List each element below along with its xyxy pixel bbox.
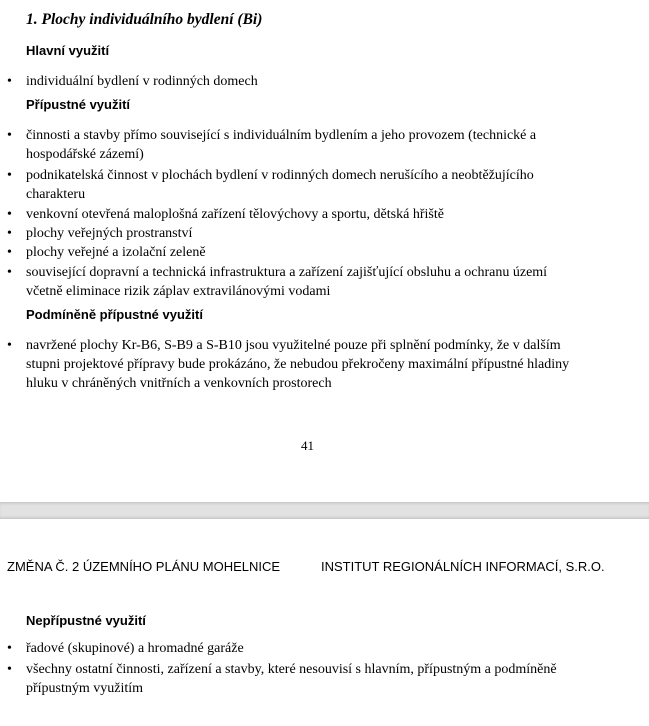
section-title: 1. Plochy individuálního bydlení (Bi) (26, 11, 263, 28)
list-item: • navržené plochy Kr-B6, S-B9 a S-B10 jsou využitelné pouze při splnění podmínky, že v dalším (7, 338, 561, 353)
list-item-continuation: hluku v chráněných vnitřních a venkovních prostorech (26, 376, 332, 391)
bullet-icon: • (7, 74, 12, 89)
main-use-heading: Hlavní využití (26, 43, 110, 58)
list-item: • všechny ostatní činnosti, zařízení a stavby, které nesouvisí s hlavním, přípustným a podmíněně (7, 662, 557, 677)
list-item: • řadové (skupinové) a hromadné garáže (7, 641, 244, 656)
list-item: • činnosti a stavby přímo související s individuálním bydlením a jeho provozem (technické a (7, 128, 537, 143)
document-page-lower (0, 519, 649, 726)
list-item-continuation: charakteru (26, 187, 86, 202)
page-number: 41 (301, 438, 314, 453)
list-item: • individuální bydlení v rodinných domech (7, 74, 258, 89)
list-item-continuation: včetně eliminace rizik záplav extravilánovými vodami (26, 284, 331, 299)
bullet-icon: • (7, 662, 12, 677)
conditional-use-heading: Podmíněně přípustné využití (26, 307, 203, 322)
running-header-left: ZMĚNA Č. 2 ÚZEMNÍHO PLÁNU MOHELNICE (7, 559, 281, 574)
list-item-continuation: přípustným využitím (26, 681, 144, 696)
list-item-continuation: hospodářské zázemí) (26, 147, 144, 162)
list-item: • související dopravní a technická infrastruktura a zařízení zajišťující obsluhu a ochranu území (7, 265, 548, 280)
list-item: • plochy veřejné a izolační zeleně (7, 245, 206, 260)
bullet-icon: • (7, 207, 12, 222)
bullet-icon: • (7, 265, 12, 280)
list-item: • podnikatelská činnost v plochách bydlení v rodinných domech nerušícího a neobtěžujícího (7, 168, 534, 183)
permitted-use-heading: Přípustné využití (26, 97, 131, 112)
list-item: • plochy veřejných prostranství (7, 226, 193, 241)
running-header-right: INSTITUT REGIONÁLNÍCH INFORMACÍ, S.R.O. (321, 559, 605, 574)
prohibited-use-heading: Nepřípustné využití (26, 613, 146, 628)
list-item: • venkovní otevřená maloplošná zařízení tělovýchovy a sportu, dětská hřiště (7, 207, 444, 222)
bullet-icon: • (7, 641, 12, 656)
bullet-icon: • (7, 245, 12, 260)
list-item-continuation: stupni projektové přípravy bude prokázáno, že nebudou překročeny maximální přípustné hladiny (26, 357, 570, 372)
page-separator (0, 502, 649, 519)
bullet-icon: • (7, 128, 12, 143)
bullet-icon: • (7, 338, 12, 353)
bullet-icon: • (7, 226, 12, 241)
bullet-icon: • (7, 168, 12, 183)
